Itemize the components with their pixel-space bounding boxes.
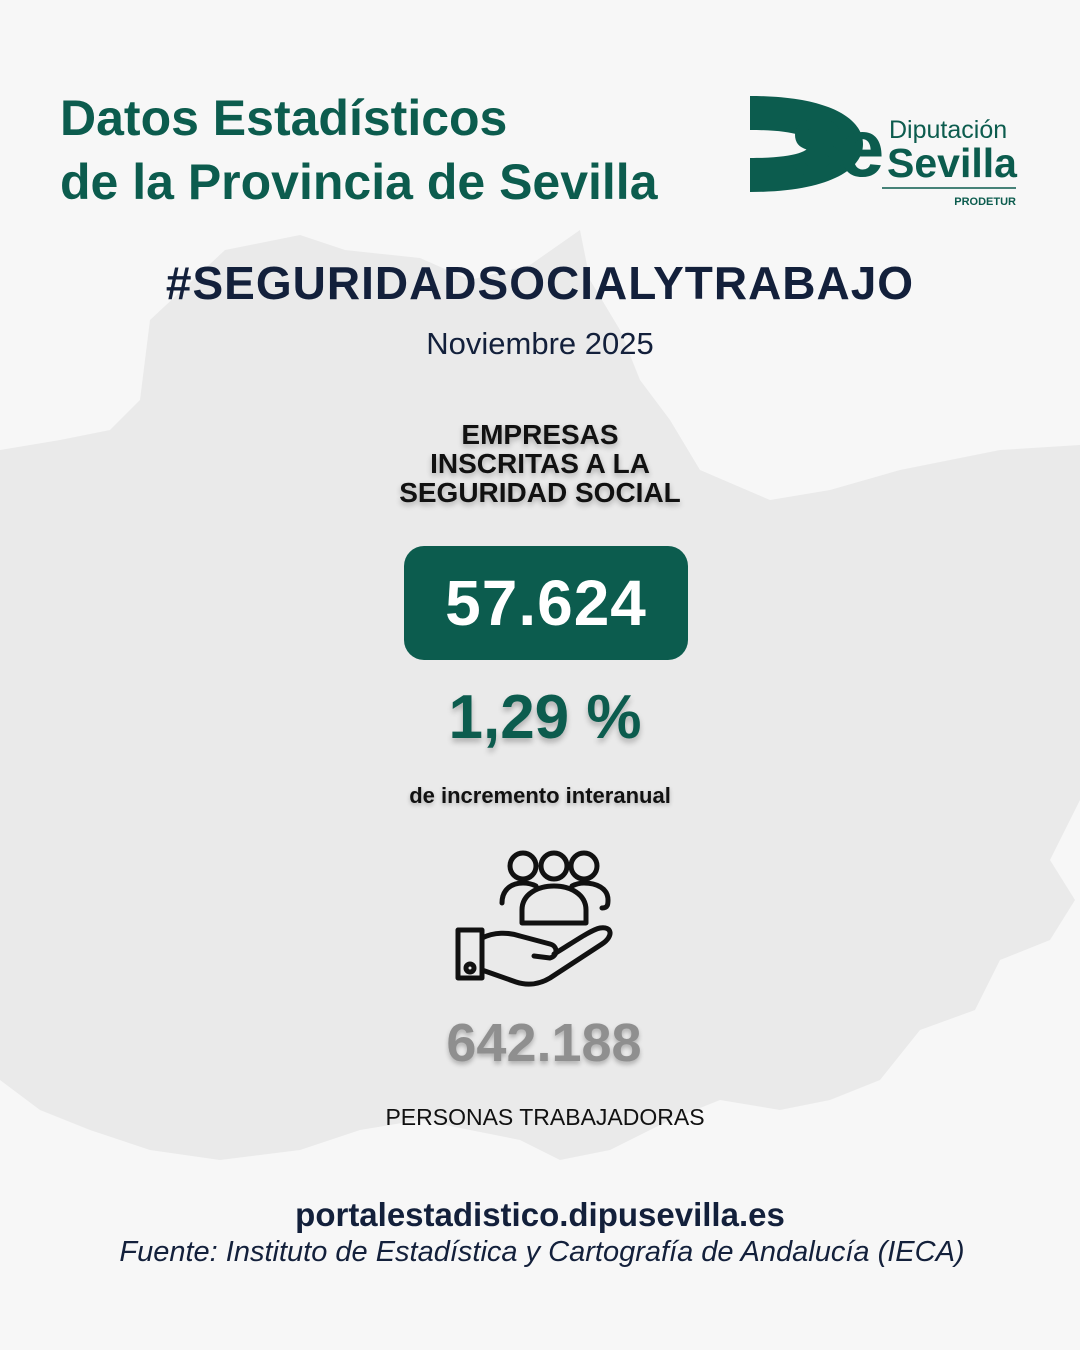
logo-line2: Sevilla xyxy=(887,140,1017,186)
report-date: Noviembre 2025 xyxy=(426,326,654,361)
metric-title xyxy=(0,420,1080,507)
workers-label: PERSONAS TRABAJADORAS xyxy=(385,1104,705,1130)
portal-url: portalestadistico.dipusevilla.es xyxy=(295,1196,785,1233)
page-title xyxy=(60,86,658,214)
companies-value-badge xyxy=(404,546,688,660)
metric-title-line-2: INSCRITAS A LA xyxy=(430,448,650,479)
metric-title-line-3: SEGURIDAD SOCIAL xyxy=(399,477,681,508)
workers-value: 642.188 xyxy=(446,1013,642,1073)
people-in-hand-icon xyxy=(450,848,620,993)
title-line-1: Datos Estadísticos xyxy=(60,90,508,146)
logo-line3: PRODETUR xyxy=(954,196,1016,208)
hashtag-heading: #SEGURIDADSOCIALYTRABAJO xyxy=(165,257,915,309)
source-note: Fuente: Instituto de Estadística y Cartografía de Andalucía (IECA) xyxy=(119,1236,965,1268)
yoy-change-label: de incremento interanual xyxy=(409,783,671,808)
metric-title-line-1: EMPRESAS xyxy=(461,419,619,450)
yoy-change-value: 1,29 % xyxy=(448,683,642,752)
diputacion-sevilla-logo xyxy=(748,92,1028,212)
logo-mark: Se xyxy=(790,103,879,194)
logo-line1: Diputación xyxy=(889,116,1008,144)
title-line-2: de la Provincia de Sevilla xyxy=(60,154,658,210)
companies-value: 57.624 xyxy=(445,567,647,639)
